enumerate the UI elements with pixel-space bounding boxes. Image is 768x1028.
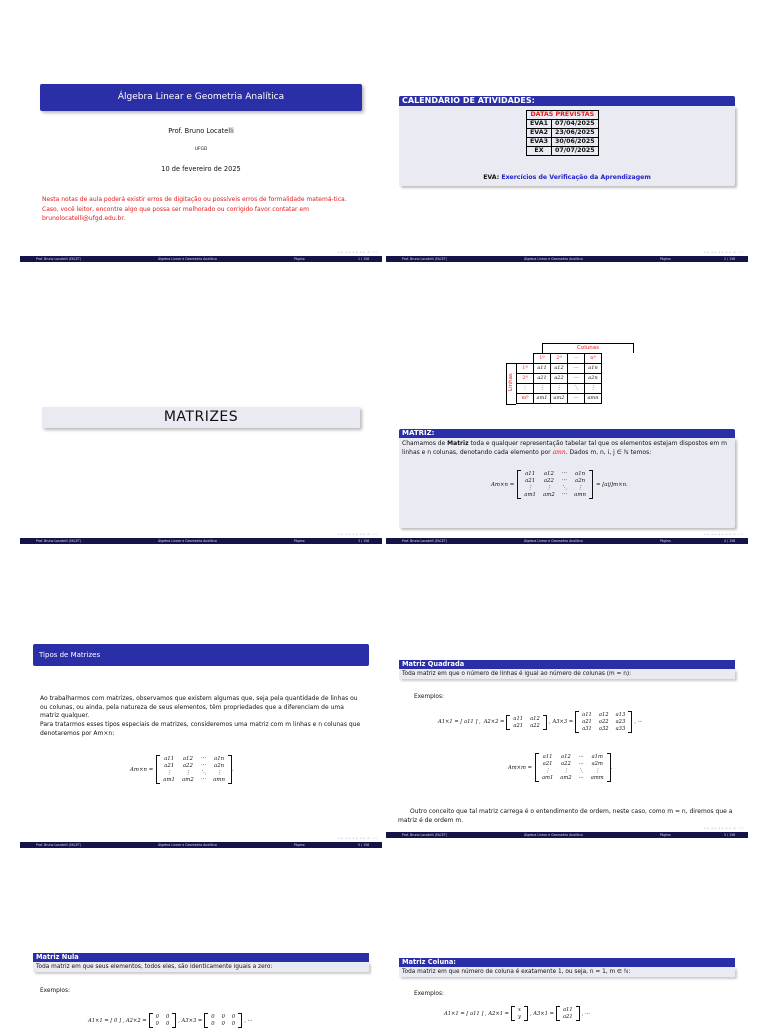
section-title: MATRIZES — [42, 407, 360, 428]
column-matrix-examples: A1×1 = [ a11 ] , A2×1 = x y , A3×1 = a11 a21 , ··· — [444, 1007, 590, 1020]
beamer-nav-icons[interactable]: ◂ ▸ ◂ ▸ ◂ ▸ ◂ ▸ ≡ ∽∾ — [703, 532, 744, 536]
examples-label: Exemplos: — [414, 991, 444, 997]
footer-page-number: 4 / 158 — [724, 539, 736, 543]
matrix-entry: ⋮ — [185, 770, 191, 776]
footer-page-word: Página — [660, 833, 671, 837]
table-row: EVA1 07/04/2025 — [527, 120, 599, 129]
footer-course: Álgebra Linear e Geometria Analítica — [158, 539, 217, 543]
slide-3 — [20, 362, 382, 544]
order-note: Outro conceito que tal matriz carrega é o entendimento de ordem, neste caso, como m = n, diremos que a matriz é de ordem m. — [398, 808, 733, 824]
slide-5 — [20, 651, 382, 850]
matrix-entry: a21 — [582, 719, 592, 725]
matrix-entry: amn — [213, 777, 225, 783]
matrix-entry: a2n — [214, 763, 225, 769]
matrix-entry: ⋱ — [578, 768, 584, 774]
footer-course: Álgebra Linear e Geometria Analítica — [524, 539, 583, 543]
table-row: EX 07/07/2025 — [527, 147, 599, 156]
matrix-entry: ⋱ — [561, 485, 568, 491]
block-title: MATRIZ: — [399, 429, 735, 438]
matrix-entry: ··· — [200, 777, 207, 783]
table-row: mª am1 am2 ··· amn — [517, 394, 602, 404]
matrix-entry: am2 — [182, 777, 194, 783]
matrix-entry: ··· — [200, 756, 207, 762]
footer-page-number: 5 / 158 — [724, 833, 736, 837]
footer-course: Álgebra Linear e Geometria Analítica — [524, 833, 583, 837]
matrix-entry: a1m — [591, 754, 603, 760]
table-row: 1ª a11 a12 ··· a1n — [517, 364, 602, 374]
matrix-entry: a12 — [543, 471, 554, 477]
matrix-entry: a11 — [513, 715, 524, 722]
matrix-formula: Am×n = a11 a12 ··· a1n a21 a22 ··· a2n ⋮ ⋮ ⋱ ⋮ am1 am2 ··· amn = [aij]m×n. — [491, 471, 628, 498]
calendar-table — [526, 110, 599, 156]
slide-footer — [20, 256, 382, 262]
matrix-entry: ⋮ — [563, 768, 569, 774]
rows-label: Linhas — [508, 373, 514, 391]
matrix-definition: Chamamos de Matriz toda e qualquer representação tabelar tal que os elementos estejam dispostos em m linhas e n colunas, denotando cada elemento por amn. Dados m, n, i, j ∈ ℕ temos: — [402, 440, 727, 456]
matrix-entry: a1n — [214, 756, 225, 762]
slide-8 — [386, 950, 748, 1024]
matrix-entry: 0 — [231, 1014, 236, 1020]
matrix-entry: ⋮ — [545, 768, 551, 774]
slide-footer — [386, 832, 748, 838]
matrix-entry: ··· — [578, 761, 584, 767]
matrix-entry: am1 — [541, 775, 554, 781]
matrix-entry: a22 — [530, 722, 540, 729]
columns-label: Colunas — [542, 343, 634, 353]
matrix-entry: a21 — [542, 761, 553, 767]
matrix-entry: a11 — [582, 712, 592, 718]
matrix-entry: 0 — [221, 1021, 225, 1027]
table-row: EVA3 30/06/2025 — [527, 138, 599, 147]
matrix-entry: ··· — [561, 471, 568, 477]
footer-author: Prof. Bruno Locatelli (FACET) — [402, 539, 448, 543]
matrix-entry: ··· — [200, 763, 207, 769]
block-title: Matriz Quadrada — [399, 660, 735, 669]
beamer-nav-icons[interactable]: ◂ ▸ ◂ ▸ ◂ ▸ ◂ ▸ ≡ ∽∾ — [337, 532, 378, 536]
footer-author: Prof. Bruno Locatelli (FACET) — [402, 833, 448, 837]
slide-4 — [386, 345, 748, 544]
matrix-entry: a21 — [513, 722, 524, 729]
definition: Toda matriz em que o número de linhas é igual ao número de colunas (m = n): — [399, 669, 735, 679]
matrix-entry: ··· — [561, 492, 568, 498]
calendar-header: DATAS PREVISTAS — [527, 111, 599, 120]
examples-label: Exemplos: — [40, 988, 70, 994]
eva-legend: EVA: Exercícios de Verificação da Aprendizagem — [483, 174, 651, 181]
footer-course: Álgebra Linear e Geometria Analítica — [158, 257, 217, 261]
table-row: 2ª a21 a22 ··· a2n — [517, 374, 602, 384]
matrix-entry: a23 — [615, 719, 626, 725]
footer-author: Prof. Bruno Locatelli (FACET) — [402, 257, 448, 261]
footer-page-word: Página — [294, 539, 305, 543]
intro-paragraph: Ao trabalharmos com matrizes, observamos que existem algumas que, seja pela quantidade de linhas ou ou colunas, ou ainda, pela natureza de seus elementos, têm propriedades que a diferenciam de uma matriz qualquer. — [40, 695, 358, 720]
footer-page-number: 3 / 158 — [358, 539, 370, 543]
matrix-entry: 0 — [221, 1014, 225, 1020]
matrix-entry: a32 — [598, 726, 609, 732]
matrix-entry: amn — [574, 492, 586, 498]
matrix-entry: 0 — [211, 1014, 215, 1020]
block-title: Matriz Coluna: — [399, 958, 735, 967]
matrix-entry: a21 — [525, 478, 536, 484]
matrix-entry: a11 — [542, 754, 553, 760]
intro-paragraph-2: Para tratarmos esses tipos especiais de matrizes, consideremos uma matriz com m linhas e n colunas que denotaremos por Am×n: — [40, 721, 361, 737]
matrix-entry: ⋮ — [527, 485, 533, 491]
matrix-entry: a11 — [164, 756, 175, 762]
matrix-entry: 0 — [231, 1021, 236, 1027]
matrix-entry: a12 — [530, 715, 540, 722]
definition: Toda matriz em que seus elementos, todos eles, são identicamente iguais a zero: — [33, 962, 369, 972]
matrix-structure-diagram — [508, 345, 602, 404]
footer-page-word: Página — [660, 257, 671, 261]
slide-footer — [20, 842, 382, 848]
presentation-date: 10 de fevereiro de 2025 — [161, 165, 241, 173]
matrix-entry: ⋱ — [200, 770, 207, 776]
matrix-entry: am1 — [163, 777, 175, 783]
footer-course: Álgebra Linear e Geometria Analítica — [524, 257, 583, 261]
slide-2 — [386, 80, 748, 262]
footer-page-number: 2 / 158 — [724, 257, 736, 261]
matrix-entry: ⋮ — [577, 485, 583, 491]
general-matrix — [517, 470, 593, 499]
matrix-entry: a12 — [182, 756, 193, 762]
general-matrix — [156, 755, 232, 784]
table-row: EVA2 23/06/2025 — [527, 129, 599, 138]
slide-footer — [386, 538, 748, 544]
matrix-entry: a22 — [598, 719, 609, 725]
matrix-entry: ⋮ — [546, 485, 552, 491]
matrix-entry: 0 — [165, 1021, 170, 1027]
slide-footer — [20, 538, 382, 544]
matrix-entry: a22 — [561, 761, 571, 767]
matrix-entry: ⋮ — [166, 770, 172, 776]
slide-title: Tipos de Matrizes — [33, 644, 369, 666]
matrix-entry: a11 — [562, 1007, 573, 1013]
matrix-entry: am2 — [560, 775, 572, 781]
matrix-entry: a12 — [598, 712, 609, 718]
footer-page-word: Página — [660, 539, 671, 543]
beamer-nav-icons[interactable]: ◂ ▸ ◂ ▸ ◂ ▸ ◂ ▸ ≡ ∽∾ — [337, 836, 378, 840]
slide-footer — [386, 256, 748, 262]
matrix-entry: x — [518, 1007, 521, 1013]
institution: UFGD — [194, 147, 208, 152]
matrix-entry: a2m — [591, 761, 603, 767]
beamer-nav-icons[interactable]: ◂ ▸ ◂ ▸ ◂ ▸ ◂ ▸ ≡ ∽∾ — [703, 250, 744, 254]
matrix-entry: am1 — [524, 492, 536, 498]
matrix-entry: 0 — [165, 1014, 170, 1020]
table-row: ⋮ ⋮ ⋮ ⋱ ⋮ — [517, 384, 602, 394]
slide-6 — [386, 658, 748, 850]
matrix-entry: 0 — [155, 1021, 159, 1027]
matrix-entry: y — [518, 1014, 521, 1020]
matrix-entry: a22 — [543, 478, 554, 484]
matrix-entry: a2n — [575, 478, 586, 484]
matrix-formula: Am×n = a11 a12 ··· a1n a21 a22 ··· a2n ⋮ ⋮ ⋱ ⋮ am1 am2 ··· amn . — [130, 756, 234, 783]
matrix-entry: ··· — [561, 478, 568, 484]
matrix-entry: ··· — [578, 775, 584, 781]
author-name: Prof. Bruno Locatelli — [168, 127, 234, 135]
matrix-entry: ⋮ — [216, 770, 222, 776]
footer-page-number: 1 / 158 — [358, 257, 370, 261]
slide-title: Álgebra Linear e Geometria Analítica — [40, 84, 362, 111]
matrix-entry: a21 — [562, 1014, 573, 1020]
footer-course: Álgebra Linear e Geometria Analítica — [158, 843, 217, 847]
matrix-entry: am2 — [543, 492, 555, 498]
matrix-entry: ⋮ — [594, 768, 600, 774]
footer-page-number: 5 / 158 — [358, 843, 370, 847]
footer-author: Prof. Bruno Locatelli (FACET) — [36, 257, 82, 261]
block-title: Matriz Nula — [33, 953, 369, 962]
errata-note: Nesta notas de aula poderá existir erros de digitação ou possíveis erros de formalidade matemá-tica. Caso, você leitor, encontre algo que possa ser melhorado ou corrigido favor contatar em brunolocatelli@ufgd.edu.br. — [42, 196, 347, 222]
beamer-nav-icons[interactable]: ◂ ▸ ◂ ▸ ◂ ▸ ◂ ▸ ≡ ∽∾ — [337, 250, 378, 254]
beamer-nav-icons[interactable]: ◂ ▸ ◂ ▸ ◂ ▸ ◂ ▸ ≡ ∽∾ — [703, 826, 744, 830]
matrix-entry: amm — [590, 775, 604, 781]
definition-block — [399, 438, 735, 528]
calendar-block — [399, 106, 735, 186]
footer-page-word: Página — [294, 257, 305, 261]
zero-matrix-examples: A1×1 = [ 0 ] , A2×2 = 0 0 0 0 , A3×3 = 0 0 0 0 0 0 , ··· — [88, 1014, 253, 1027]
examples-label: Exemplos: — [414, 694, 444, 700]
footer-page-word: Página — [294, 843, 305, 847]
footer-author: Prof. Bruno Locatelli (FACET) — [36, 843, 82, 847]
definition: Toda matriz em que número de coluna é exatamente 1, ou seja, n = 1, m ∈ ℕ: — [399, 967, 735, 977]
matrix-entry: 0 — [211, 1021, 215, 1027]
matrix-entry: a12 — [561, 754, 571, 760]
matrix-entry: a31 — [582, 726, 592, 732]
matrix-entry: a11 — [525, 471, 536, 477]
matrix-structure-table: 1ª 2ª ··· nª 1ª a11 a12 ··· a1n 2ª a21 a22 ··· a2n ⋮ ⋮ ⋮ ⋱ ⋮ mª am1 am2 ··· amn — [516, 353, 602, 404]
slide-7 — [20, 950, 382, 1027]
matrix-entry: 0 — [155, 1014, 159, 1020]
matrix-entry: a22 — [182, 763, 193, 769]
matrix-entry: a13 — [615, 712, 626, 718]
slide-1 — [20, 80, 382, 262]
matrix-entry: a33 — [615, 726, 626, 732]
matrix-formula: Am×m = a11 a12 ··· a1m a21 a22 ··· a2m ⋮ ⋮ ⋱ ⋮ am1 am2 ··· amm . — [508, 754, 613, 781]
square-matrix-examples: A1×1 = [ a11 ] , A2×2 = a11 a12 a21 a22 , A3×3 = a11 a12 a13 a21 a22 a23 a31 a32 a33 , ··· — [438, 712, 643, 732]
matrix-entry: ··· — [578, 754, 584, 760]
block-title: CALENDÁRIO DE ATIVIDADES: — [399, 96, 735, 106]
matrix-entry: a21 — [164, 763, 175, 769]
footer-author: Prof. Bruno Locatelli (FACET) — [36, 539, 82, 543]
matrix-entry: a1n — [575, 471, 586, 477]
